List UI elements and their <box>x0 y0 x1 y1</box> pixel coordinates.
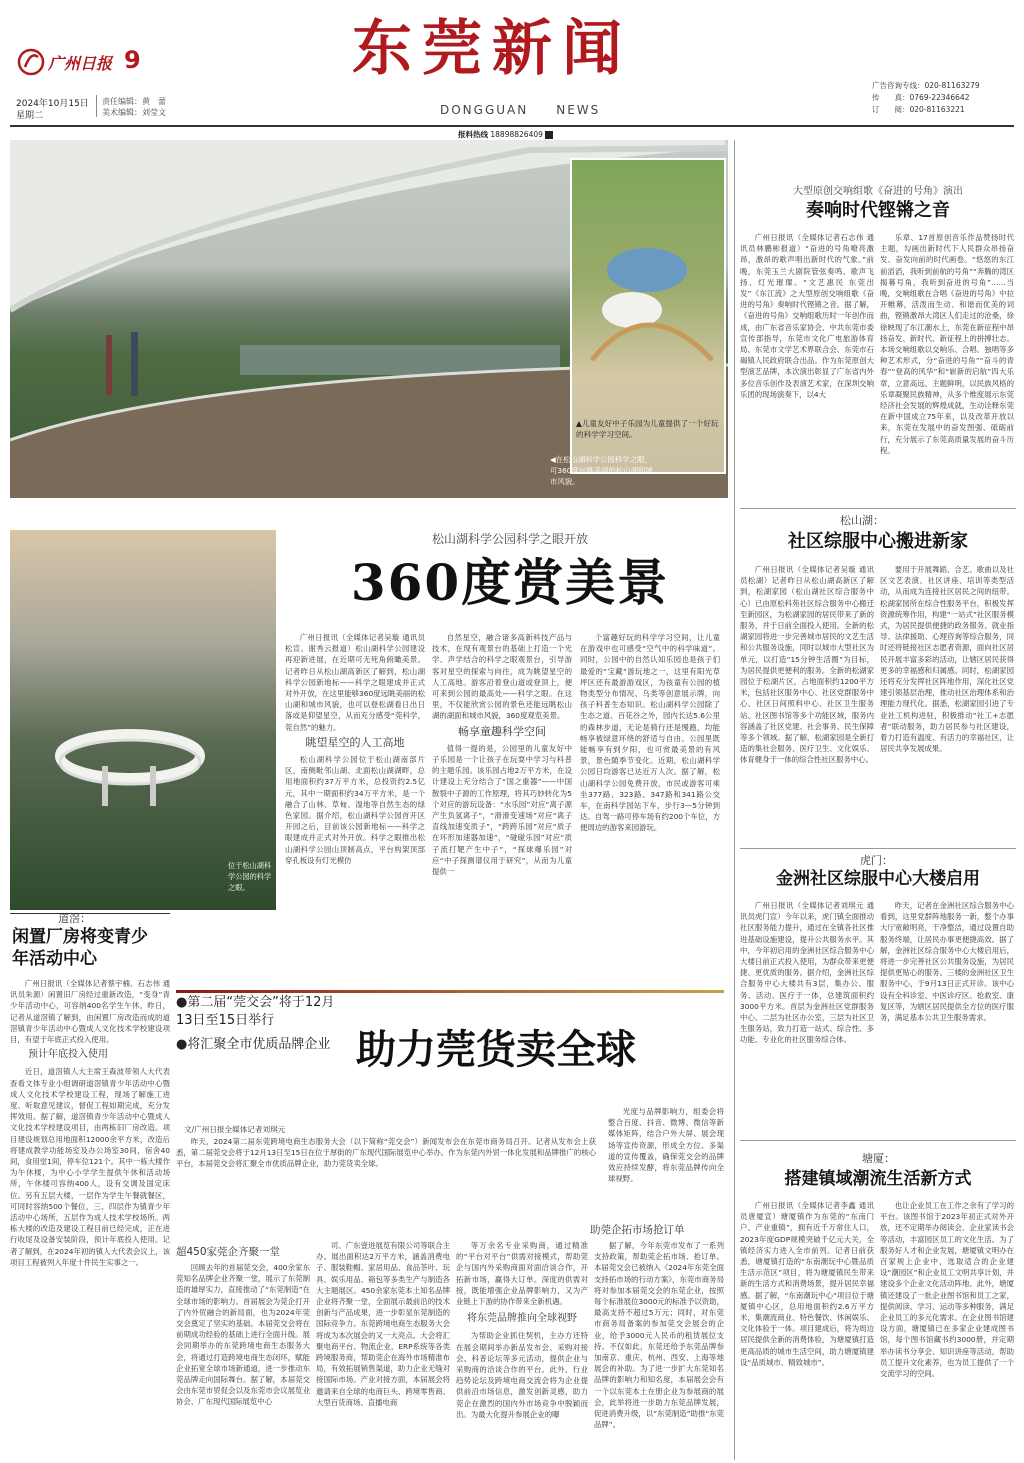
jinzhou-para-b: 昨天，记者在金洲社区综合服务中心看到，这里党群阵地服务一新，整个办事大厅宽敞明亮，干净整洁，通过设置自助服务终端，让居民办事更便捷高效。据了解，金洲社区综合服务中心大楼启用后，将进一步完善社区公共服务设施，为居民提供更贴心的服务。三楼的金洲社区卫生服务中心，于9月13日正式开诊。该中心设有全科诊室、中医诊疗区、抢救室、康复区等，为辖区居民提供全方位的医疗服务，满足基本公共卫生服务需求。 <box>880 901 1014 1023</box>
concert-headline: 奏响时代铿锵之音 <box>806 200 950 221</box>
expo-col3-para: 等万余名专业采购商，通过精准的“平台对平台”供需对接模式，帮助莞企与国内外采购商面对面洽谈合作，开拓新市场，赢得大订单。深度的供需对接，既能增强企业品牌影响力，又为产业链上下游的协作带来全新机遇。 <box>456 1241 588 1307</box>
paper-logo-icon <box>16 47 46 77</box>
divider <box>96 95 97 117</box>
expo-subhead-2: 将东莞品牌推向全球视野 <box>467 1313 577 1325</box>
concert-para-b: 乐章、17首原创音乐作品赞扬时代主题，勾画出新时代下人民群众昂扬奋发、奋发向前的时代画卷。“悠悠的东江前滔滔，我听到前航的号角”“奔腾的湾区揭幕号角，我听到奋进的号角”……当晚，交响组歌在合唱《奋进的号角》中拉开帷幕，活泼而生动、和谐而优美的词曲，铿锵激昂大湾区人们走过的沧桑，徐徐映现了东江潮水上，东莞在新征程中昂扬奋发、新时代、新征程上的拼搏壮志。本场交响组歌以交响乐、合唱、独唱等多种艺术形式，分“奋进的号角”“奋斗的青春”“登高的风华”和“崭新的启航”四大乐章，立意高远、主题鲜明，以民族风格的乐章凝聚民族精神，从多个维度展示东莞经济社会发展的辉煌成就，生动诠释东莞在新中国成立75年来，以及改革开放以来，东莞在发展中的奋发图强、砥砺前行，充分展示了东莞高质量发展的奋斗历程。 <box>880 233 1014 455</box>
expo-lead-right-para: 光度与品牌影响力，组委会将整合百度、抖音、微博、微信等新媒体矩阵，结合户外大屏、展会现场等宣传资源，形成全方位、多渠道的宣传覆盖，确保莞交会的品牌效应持续发酵，将东莞品牌传向全球视野。 <box>608 1107 724 1184</box>
feature-headline: 360度赏美景 <box>350 553 670 612</box>
issue-weekday: 星期二 <box>16 111 44 121</box>
tangxia-location: 塘厦： <box>862 1152 895 1165</box>
expo-col4-para: 据了解，今年东莞市发布了一系列支持政策，帮助莞企拓市场、抢订单。本届莞交会已被纳入《2024年东莞全面支持拓市场的行动方案》，东莞市商务局将对参加本届莞交会的东莞企业，按照每个标准展位3000元的标准予以资助，最高支持不超过5万元；同时，对东莞市商务局备案的参加莞交会展会的企业，给予3000元人民币的租赁展位支持。不仅如此，东莞还给予东莞品牌参加南京、重庆、杭州、西安、上海等地展会的补助。为了进一步扩大东莞知名品牌的影响力和知名度，本届展会会有一个以东莞本土在册企业为参展商的展会，此举将进一步助力东莞品牌发展，促进消费升级，以“东莞制造”助推“东莞品牌”。 <box>594 1241 724 1430</box>
concert-para-a: 广州日报讯（全媒体记者石志伟 通讯员林鹏彬报道）“奋进的号角嘹亮激昂，激昂的歌声唱出新时代的气象。”前晚，东莞玉兰大剧院管弦奏鸣、歌声飞扬、灯光璀璨。“文艺惠民 东莞出发”《东江流》之大型原创交响组歌《奋进的号角》奏响时代铿锵之音。据了解，《奋进的号角》交响组歌历时一年创作而成，由广东省音乐家协会、中共东莞市委宣传部指导，东莞市文化广电旅游体育局、东莞市文学艺术界联合会、东莞市石碣镇人民政府联合出品。作为东莞原创大型演艺品牌，本次演出彰显了广东省内外多位音乐创作及表演艺术家，在深圳交响乐团的现场演奏下，以4大 <box>740 233 874 399</box>
jinzhou-col-b <box>880 900 1014 1134</box>
feature-col2b-para: 值得一提的是，公园里的儿童友好中子乐园是一个让孩子在玩耍中学习与科普的主题乐园。该乐园占地2万平方米，在设计建设上充分结合了“国之重器”——中国散裂中子源的工作原理，将其巧妙转化为5个对应的游玩设备：“水乐园”对应“离子源产生负氢离子”，“滑滑变速场”对应“离子直线加速变质子”，“跨跨乐园”对应“质子在环形加速器加速”，“碰碰乐园”对应“质子流打靶产生中子”，“探球爆乐园”对应“中子探测谱仪用于研究”，从而为儿童提供一 <box>432 743 572 877</box>
expo-bullets <box>176 994 336 1054</box>
kids-park-scene <box>572 160 724 380</box>
community-para-a: 广州日报讯（全媒体记者吴璇 通讯员松湖）记者昨日从松山湖高新区了解到，松湖家园（松山湖社区综合服务中心）已由原松科苑社区综合服务中心搬迁至新园区，为松湖家园的居民带来了新的服务，并于日前全面投入使用。全新的松湖家园将进一步完善城市居民的文艺生活和公共服务设施，同时以城市大型社区为单元，以打造“15分钟生活圈”为目标，为居民提供更便利的服务。全新的松湖家园位于松湖片区，占地面积约1200平方米，包括社区服务中心、社区党群服务中心、社区日间照料中心、社区卫生服务站、社区图书馆等多个功能区域，服务内容涵盖了社区党建、社会事务、民生保障等多个领域。据了解，松湖家园是全新打造的集社会服务、医疗卫生、文化娱乐、体育健身于一体的综合性社区服务中心。 <box>740 565 874 765</box>
masthead <box>0 0 1024 121</box>
community-col-a <box>740 564 874 842</box>
jinzhou-headline: 金洲社区综服中心大楼启用 <box>776 869 980 889</box>
qr-icon <box>545 131 553 139</box>
paper-logo <box>16 45 156 79</box>
expo-col1-para: 回顾去年的首届莞交会，400余家东莞知名品牌企业齐聚一堂，展示了东莞制造的雄厚实力，直接推动了“东莞制造”在全球市场的影响力。首届展会为莞企打开了内外贸融合的新局面，也为2024年莞交会奠定了坚实的基础。本届莞交会将在前期成功经验的基础上进行全面升级。展会同期举办的东莞跨境电商生态服务大会，将通过打造跨境电商生态闭环，赋能企业拓宽全球市场新通道，进一步推动东莞品牌走向国际舞台。据了解，本届莞交会由东莞市贸促会以及东莞市会议展览业协会、广东现代国际展览中心 <box>176 1263 310 1407</box>
community-col-b <box>880 564 1014 842</box>
feature-kicker: 松山湖科学公园科学之眼开放 <box>431 532 588 546</box>
expo-col4 <box>594 1240 724 1460</box>
paper-name: 广州日报 <box>48 54 113 73</box>
feature-col1b-para: 松山湖科学公园位于松山湖南部片区，南侧毗邻山湖、北面松山湖湖畔，总用地面积约37万平方米，总投资约2.5亿元，其中一期面积约34万平方米，是一个融合了山林、草甸、湿地等自然生态的绿色家园。据介绍，松山湖科学公园首开区开园之后，目前该公园新地标——科学之眼建成并正式对外开放。科学之眼推出松山湖科学公园山顶制高点，平台构架顶部穿孔板设有灯光模仿 <box>285 755 425 865</box>
left-headline: 闲置厂房将变青少年活动中心 <box>12 927 148 969</box>
expo-lead-para: 昨天，2024第二届东莞跨境电商生态服务大会（以下简称“莞交会”）新闻发布会在东莞市商务局召开。记者从发布会上获悉，第二届莞交会将于12月13日至15日在位于厚街的广东现代国际展览中心举办。作为东莞内外贸一体化发展和品牌推广的核心平台，本届莞交会将汇聚全市优质品牌企业，助力莞货卖全球。 <box>176 1137 596 1169</box>
expo-col3 <box>456 1240 588 1460</box>
expo-lead <box>176 1136 596 1170</box>
masthead-pinyin: DONGGUAN NEWS <box>440 103 601 117</box>
tangxia-col-b <box>880 1200 1014 1458</box>
feature-col3 <box>580 632 720 834</box>
tangxia-col-a <box>740 1200 874 1458</box>
feature-col1 <box>285 632 425 866</box>
tangxia-para-b: 也让企业员工在工作之余有了学习的平台。该图书馆于2023年初正式对外开放，还不定期举办阅读会、企业家读书会等活动，丰富园区员工的文化生活。为了服务好人才和企业发展，塘厦镇文明办在百家规上企业中，选取适合的企业建设“潮园区”和企业员工文明共享计划，并建设多个企业文化活动阵地。此外，塘厦镇还建设了一批企业图书馆和员工之家，提供阅读、学习、运动等多种服务，满足企业员工的多元化需求。在企业图书馆建设方面，塘厦镇已在多家企业建成图书馆，每个图书馆藏书约3000册，并定期举办读书分享会、知识讲座等活动，帮助员工提升文化素养，也为员工提供了一个交流学习的空间。 <box>880 1201 1014 1379</box>
issue-date: 2024年10月15日 <box>16 99 89 109</box>
hotline <box>458 129 553 140</box>
community-para-b: 要用于开展舞蹈、合艺、歌曲以及社区文艺表演、社区讲座、培训等类型活动，从而成为连接社区居民之间的纽带。松湖家园所在综合性服务平台，积极发挥资源统筹作用，构建“一站式”社区服务模式，为居民提供便捷的政务服务、就业指导、法律援助、心理咨询等综合服务，同时还将链接社区志愿者资源，面向社区居民开展丰富多彩的活动，让辖区居民获得更多的幸福感和归属感。同时，松湖家园还将充分发挥社区阵地作用，深化社区党建引领基层治理，推动社区治理体系和治理能力现代化。据悉，松湖家园引进了专业社工机构进驻，积极推动“社工+志愿者”联动服务，助力居民参与社区建设，着力打造有温度、有活力的幸福社区，让居民共享发展成果。 <box>880 565 1014 754</box>
left-story-body <box>10 978 170 1458</box>
expo-bullet-1: ●第二届“莞交会”将于12月13日至15日举行 <box>176 995 335 1028</box>
expo-lead-right <box>608 1106 724 1184</box>
lookout-caption: ◀在松山湖科学公园科学之眼，可360度远眺美丽的松山湖和城市风貌。 <box>550 455 653 486</box>
feature-col3-para: 个富趣好玩的科学学习空间，让儿童在游戏中也可感受“空气中的科学味道”。同时，公园中的自然认知乐园也是孩子们最爱的“宝藏”游玩地之一，这里有阳光草坪区还有最游游戏区，为孩童有公园的植物类型分布情况、乌类等创意展示牌，向孩子科普生态知识。松山湖科学公园除了生态之道、百花谷之外，园内长达5.6公里的森林步道，无论是骑行还是慢跑，均能畅享被绿意环绕的舒适与自由。公园里既能畅享有到夕阳，也可赏最美景的有风景，景色随季节变化。近期，松山湖科学公园日均游客已达近万人次。据了解，松山湖科学公园免费开放，市民或游客可乘坐377路、323路、347路和341路公交车，在南科学园站下车，步行3—5分钟到达。自驾一路可停车场有约200个车位，方便周边的游客来园游玩。 <box>580 633 720 833</box>
hotline-label: 报料热线 <box>458 130 488 139</box>
community-headline: 社区综服中心搬进新家 <box>788 531 968 552</box>
left-story-subhead: 预计年底投入使用 <box>28 1049 108 1061</box>
science-eye-caption: 位于松山湖科学公园的科学之眼。 <box>228 861 272 892</box>
expo-byline: 文/广州日报全媒体记者刘琪元 <box>184 1125 286 1134</box>
feature-col1-subhead: 眺望星空的人工高地 <box>305 735 405 749</box>
lookout-photo <box>10 140 728 498</box>
designer-credit: 美术编辑：刘莹文 <box>102 108 166 117</box>
left-story-para2: 近日，道滘镇人大主席王森波带领人大代表查看文体专业小组调研道滘镇青少年活动中心暨成人文化技术学校建设工程，现场了解施工进度、听取意见建议，督促工程如期完成，充分发挥效用。据了解，道滘镇青少年活动中心暨成人文化技术学校建设项目，由两栋旧厂房改造。项目建设规划总用地面积12000余平方米，改造后将建成教学功能场室及办公场室30间，宿舍40间，食用堂1间，停车位121个。其中一栋大楼作为午休楼，为中心小学学生提供午休和活动场所，午休楼可容纳400人，设有交调及国定床位。另有五层大楼，一层作为学生午餐就餐区，可同时容纳500个餐位，三、四层作为镇青少年活动中心场所，五层作为成人技术学校场所。两栋大楼的改造及建设工程目前已经完成，正在进行收尾及设备安装阶段，预计年底投入使用。记者了解到，在2024年初的镇人大代表会议上，该项目工程被列入年度十件民生实事之一。 <box>10 1067 170 1267</box>
expo-col2 <box>316 1240 450 1460</box>
jinzhou-col-a <box>740 900 874 1134</box>
kids-park-photo <box>570 158 726 474</box>
concert-col-a <box>740 232 874 502</box>
expo-col2-para: 司、广东壹进展览有限公司等联合主办。展出面积达2万平方米，涵盖消费电子、服装鞋帽、家居用品、食品茶叶、玩具、娱乐用品、箱包等多类生产与制造各大主题展区。450余家东莞本土知名品牌企业将齐聚一堂，全面展示最前沿的技术创新与产品成果，进一步彰显东莞制造的国际竞争力。东莞跨境电商生态服务大会将成为本次展会的又一大亮点。大会将汇聚电商平台、物流企业、ERP系统等各类跨境服务商，帮助莞企在海外市场精准布局，有效拓展销售渠道，助力企业无缝对接国际市场。产业对接方面，本届展会将邀请来自全球的电商巨头、跨境零售商、大型百货商场、直播电商 <box>316 1241 450 1407</box>
jinzhou-para-a: 广州日报讯（全媒体记者刘琪元 通讯员虎门宣）今年以来，虎门镇全面推动社区服务能力提升，通过在全镇各社区推进基础设施建设，提升公共服务水平。其中，今年初启用的金洲社区综合服务中心大楼日前正式投入使用，为群众带来更便捷、更优质的服务。据介绍，金洲社区综合服务中心大楼共有3层，集办公、服务、活动、医疗于一体，总建筑面积约3000平方米。首层为金洲社区党群服务中心、二层为社区办公室，三层为社区卫生服务站，致力打造一站式、综合性、多功能、专业化的社区服务综合体。 <box>740 901 874 1045</box>
right-col-divider <box>734 140 735 1460</box>
expo-subhead-1: 超450家莞企齐聚一堂 <box>176 1246 281 1258</box>
subscribe-phone: 订 阅：020-81163221 <box>872 105 965 114</box>
rule-3 <box>740 848 1016 849</box>
left-location: 道滘： <box>58 912 91 925</box>
expo-headline: 助力莞货卖全球 <box>356 1026 636 1073</box>
rule-4 <box>740 1140 1016 1141</box>
fax: 传 真：0769-22346642 <box>872 93 970 102</box>
community-location: 松山湖： <box>840 514 884 527</box>
science-eye-scene <box>10 530 276 910</box>
top-rule <box>10 125 1014 127</box>
left-story-para1: 广州日报讯（全媒体记者蔡宇楠、石志伟 通讯员朱源）闲置旧厂房经过重新改造，“变身”青少年活动中心，可容纳400名学生午休。昨日，记者从道滘镇了解到，由闲置厂房改造而成的道滘镇青少年活动中心暨成人文化技术学校建设项目，有望于年底正式投入使用。 <box>10 979 170 1045</box>
feature-col2-subhead: 畅享童趣科学空间 <box>458 724 546 738</box>
feature-col1-para: 广州日报讯（全媒体记者吴璇 通讯员松宣、谢秀云报道）松山湖科学公园建设再迎新进展，在近期可无死角俯瞰美景。记者昨日从松山湖高新区了解到，松山湖科学公园新地标——科学之眼建成并正式对外开放，在这里能够360度远眺美丽的松山湖和城市风貌，也可以登松湖看日出日落或是仰望星空，从而充分感受“莞科学，莞自然”的魅力。 <box>285 633 425 732</box>
feature-col2 <box>432 632 572 877</box>
jinzhou-location: 虎门： <box>860 854 893 867</box>
expo-col3b-para: 为帮助企业抓住契机，主办方还特在展会期间举办新品发布会、采购对接会、科普论坛等多元活动，提供企业与采购商的洽谈合作的平台。此外，行业趋势论坛及跨境电商交流会将为企业提供前沿市场信息，激发创新灵感，助力莞企在激烈的国内外市场竞争中脱颖而出。为最大化提升参展企业的曝 <box>456 1331 588 1419</box>
page-number: 9 <box>124 46 141 74</box>
tangxia-headline: 搭建镇域潮流生活新方式 <box>784 1169 972 1189</box>
expo-col1 <box>176 1262 310 1460</box>
tangxia-para-a: 广州日报讯（全媒体记者李鑫 通讯员唐厦宣）塘厦镇作为东莞的“东南门户、产业重镇”，拥有近千万常住人口，2023年度GDP规模突破千亿元大关，全镇经济实力进入全市前列。记者日前获悉，塘厦镇打造的“东南潮玩中心暨品质生活示范区”项目，将为塘厦镇民生带来新的生活方式和消费场景，提升居民幸福感。据了解，“东南潮玩中心”项目位于塘厦镇中心区，总用地面积约2.6万平方米，集潮流商业、特色餐饮、休闲娱乐、文化体验于一体。项目建成后，将为周边居民提供全新的消费体验，为塘厦镇打造更高品质的城市生活空间，助力塘厦镇建设“品质城市、精致城市”。 <box>740 1201 874 1367</box>
expo-bullet-2: ●将汇聚全市优质品牌企业 <box>176 1037 331 1052</box>
expo-band <box>176 990 724 993</box>
science-eye-photo <box>10 530 276 910</box>
masthead-title: 东莞新闻 <box>352 14 632 84</box>
expo-subhead-3: 助莞企拓市场抢订单 <box>590 1224 685 1236</box>
ad-phone: 广告咨询专线：020-81163279 <box>872 81 980 90</box>
feature-col2-para: 自然星空，融合诸多高新科技产品与技术，在现有观景台的基础上打造一个光学、声学结合的科学之眼观景台，引导游客对星空的探索与向往，成为眺望星空的人工高地。游客沿着登山道或登顶上，便可来到公园的最高处——科学之眼。在这里，不仅能欣赏公园的景色还能远眺松山湖的湖面和城市风貌，360度观览美景。 <box>432 633 572 721</box>
hotline-number: 18898826409 <box>490 130 543 139</box>
kids-park-caption: ▲儿童友好中子乐园为儿童提供了一个好玩的科学学习空间。 <box>576 419 719 439</box>
concert-kicker: 大型原创交响组歌《奋进的号角》演出 <box>793 186 963 197</box>
rule-2 <box>740 508 1016 509</box>
concert-col-b <box>880 232 1014 502</box>
editor-credit: 责任编辑：黄 蕾 <box>102 97 166 106</box>
